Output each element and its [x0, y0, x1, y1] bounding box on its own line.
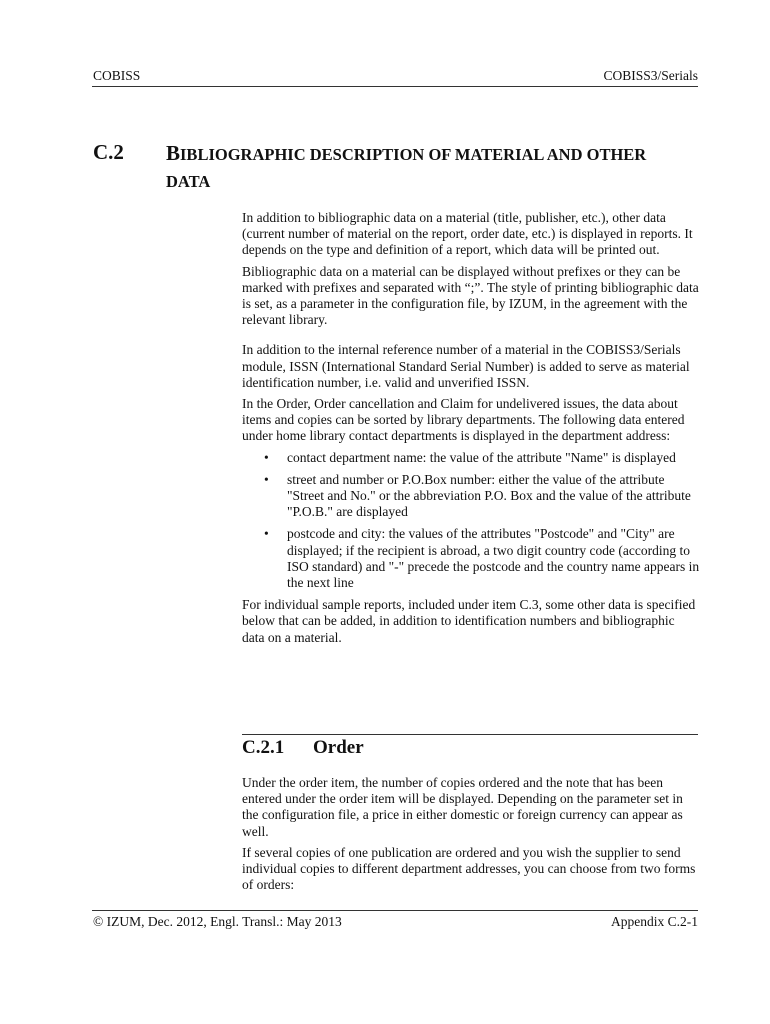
footer-rule — [92, 910, 698, 911]
subsection-rule — [242, 734, 698, 735]
department-address-list — [242, 450, 700, 592]
page-footer-right: Appendix C.2-1 — [611, 914, 698, 929]
order-paragraph-2: If several copies of one publication are ordered and you wish the supplier to send individual copies to different department addresses, you can choose from two forms of orders: — [242, 844, 696, 893]
paragraph-1: In addition to bibliographic data on a material (title, publisher, etc.), other data (current number of material on the report, order date, etc.) is displayed in reports. It depends on the type and definition of a report, which data will be printed out. — [242, 210, 693, 258]
bullet-icon: • — [264, 471, 269, 487]
page-header-right: COBISS3/Serials — [603, 68, 698, 83]
paragraph-2: Bibliographic data on a material can be displayed without prefixes or they can be marked with prefixes and separated with “;”. The style of printing bibliographic data is set, as a parameter in the configuration file, by IZUM, in the agreement with the relevant library. — [242, 263, 699, 328]
paragraph-3: In addition to the internal reference number of a material in the COBISS3/Serials module, ISSN (International Standard Serial Number) is added to serve as material identification number, i.e. valid and unverified ISSN. — [242, 342, 690, 390]
bullet-icon: • — [264, 449, 269, 465]
order-paragraph-1: Under the order item, the number of copies ordered and the note that has been entered under the order item will be displayed. Depending on the parameter set in the configuration file, a price in either domestic or foreign currency can appear as well. — [242, 775, 683, 839]
page-footer-left: © IZUM, Dec. 2012, Engl. Transl.: May 2013 — [93, 914, 342, 929]
paragraph-5: For individual sample reports, included under item C.3, some other data is specified below that can be added, in addition to identification numbers and bibliographic data on a material. — [242, 597, 696, 645]
page-header-left: COBISS — [93, 68, 141, 83]
subsection-number: C.2.1 — [242, 737, 285, 758]
section-title-initial: B — [166, 141, 181, 165]
subsection-body — [242, 775, 700, 898]
header-rule — [92, 86, 698, 87]
section-title — [166, 140, 686, 195]
bullet-icon: • — [264, 526, 269, 542]
subsection-title: Order — [313, 737, 364, 758]
list-item: • postcode and city: the values of the attributes "Postcode" and "City" are displayed; if the recipient is abroad, a two digit country code (according to ISO standard) and "-" precede the postcode and the country name appears in the next line — [264, 526, 700, 591]
section-body — [242, 210, 700, 651]
paragraph-4: In the Order, Order cancellation and Claim for undelivered issues, the data about items and copies can be sorted by library departments. The following data entered under home library contact departments is displayed in the department address: — [242, 396, 685, 444]
section-title-rest: IBLIOGRAPHIC DESCRIPTION OF MATERIAL AND OTHER DATA — [166, 145, 647, 191]
list-item: • contact department name: the value of the attribute "Name" is displayed — [264, 449, 676, 465]
section-number: C.2 — [93, 140, 124, 164]
list-item: • street and number or P.O.Box number: either the value of the attribute "Street and No." or the abbreviation P.O. Box and the value of the attribute "P.O.B." are displayed — [264, 471, 691, 520]
